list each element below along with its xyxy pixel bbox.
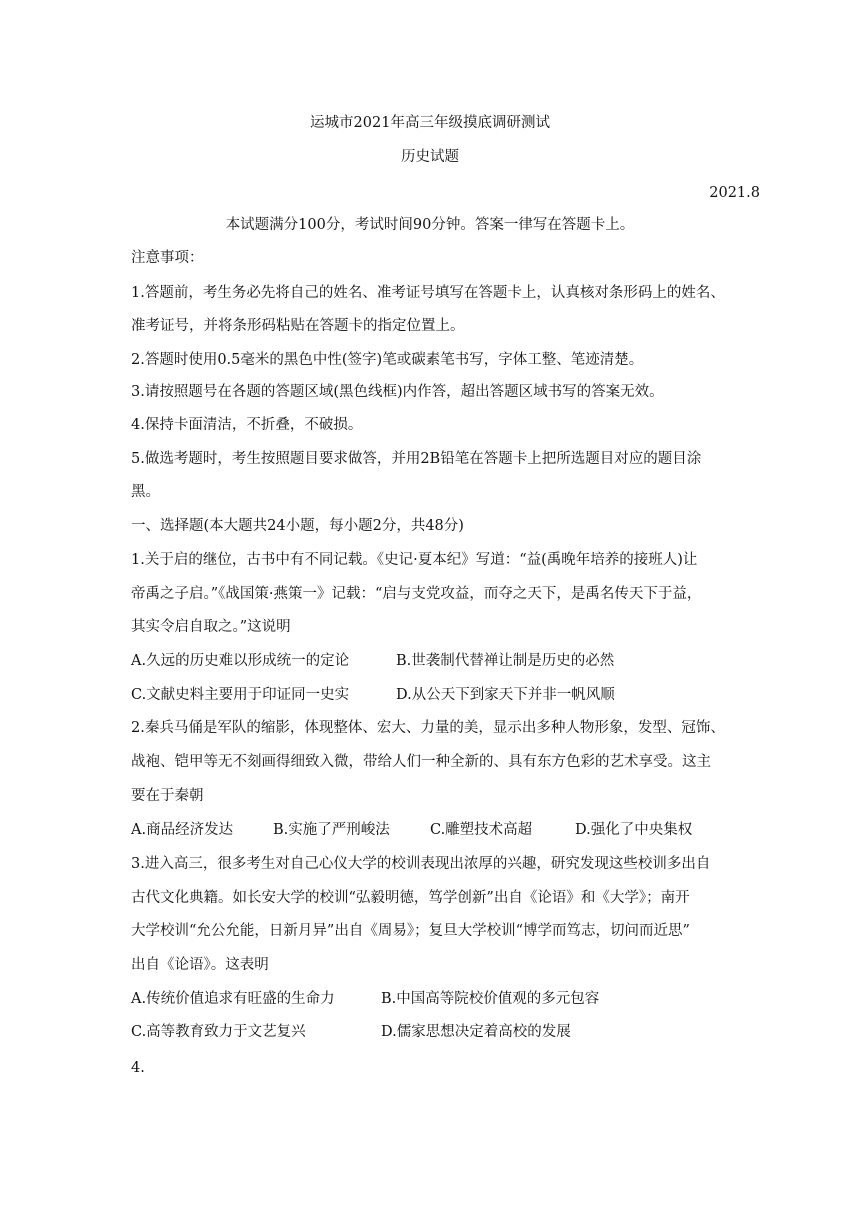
notes-heading: 注意事项： — [131, 250, 204, 266]
q3-stem-line-4: 出自《论语》。这表明 — [131, 957, 269, 973]
note-1-line-2: 准考证号，并将条形码粘贴在答题卡的指定位置上。 — [131, 318, 465, 334]
q1-stem-line-2: 帝禹之子启。”《战国策·燕策一》记载：“启与支党攻益，而夺之天下，是禹名传天下于益， — [131, 586, 702, 602]
exam-intro: 本试题满分100分，考试时间90分钟。答案一律写在答题卡上。 — [225, 217, 635, 233]
exam-date: 2021.8 — [709, 185, 760, 201]
q1-option-a[interactable]: A.久远的历史难以形成统一的定论 — [131, 653, 350, 669]
note-5-line-2: 黑。 — [131, 484, 160, 500]
q3-stem-line-2: 古代文化典籍。如长安大学的校训“弘毅明德，笃学创新”出自《论语》和《大学》；南开 — [131, 890, 690, 906]
q1-stem-line-3: 其实令启自取之。”这说明 — [131, 619, 291, 635]
q1-stem-line-1: 1.关于启的继位，古书中有不同记载。《史记·夏本纪》写道：“益(禹晚年培养的接班人)让 — [131, 552, 698, 568]
section-heading: 一、选择题(本大题共24小题，每小题2分，共48分) — [131, 518, 464, 534]
q2-option-c[interactable]: C.雕塑技术高超 — [430, 822, 533, 838]
q2-option-d[interactable]: D.强化了中央集权 — [575, 822, 693, 838]
q1-option-d[interactable]: D.从公天下到家天下并非一帆风顺 — [396, 687, 615, 703]
q3-stem-line-1: 3.进入高三，很多考生对自己心仪大学的校训表现出浓厚的兴趣，研究发现这些校训多出自 — [131, 856, 711, 872]
q3-option-d[interactable]: D.儒家思想决定着高校的发展 — [381, 1024, 571, 1040]
q2-stem-line-2: 战袍、铠甲等无不刻画得细致入微，带给人们一种全新的、具有东方色彩的艺术享受。这主 — [131, 754, 711, 770]
note-2: 2.答题时使用0.5毫米的黑色中性(签字)笔或碳素笔书写，字体工整、笔迹清楚。 — [131, 352, 644, 368]
note-4: 4.保持卡面清洁，不折叠，不破损。 — [131, 417, 363, 433]
q3-stem-line-3: 大学校训“允公允能，日新月异”出自《周易》；复旦大学校训“博学而笃志，切问而近思” — [131, 923, 690, 939]
q2-option-a[interactable]: A.商品经济发达 — [131, 822, 234, 838]
note-5-line-1: 5.做选考题时，考生按照题目要求做答，并用2B铅笔在答题卡上把所选题目对应的题目涂 — [131, 451, 702, 467]
exam-title: 运城市2021年高三年级摸底调研测试 — [310, 115, 550, 131]
q2-option-b[interactable]: B.实施了严刑峻法 — [273, 822, 390, 838]
q1-option-c[interactable]: C.文献史料主要用于印证同一史实 — [131, 687, 350, 703]
subject-title: 历史试题 — [401, 149, 459, 165]
q1-option-b[interactable]: B.世袭制代替禅让制是历史的必然 — [396, 653, 615, 669]
note-1-line-1: 1.答题前，考生务必先将自己的姓名、准考证号填写在答题卡上，认真核对条形码上的姓名、 — [131, 285, 725, 301]
q2-stem-line-1: 2.秦兵马俑是军队的缩影，体现整体、宏大、力量的美，显示出多种人物形象，发型、冠饰、 — [131, 720, 725, 736]
q4-stem: 4. — [131, 1060, 145, 1076]
q2-stem-line-3: 要在于秦朝 — [131, 788, 204, 804]
note-3: 3.请按照题号在各题的答题区域(黑色线框)内作答，超出答题区域书写的答案无效。 — [131, 384, 664, 400]
q3-option-a[interactable]: A.传统价值追求有旺盛的生命力 — [131, 991, 335, 1007]
q3-option-c[interactable]: C.高等教育致力于文艺复兴 — [131, 1024, 306, 1040]
q3-option-b[interactable]: B.中国高等院校价值观的多元包容 — [381, 991, 600, 1007]
